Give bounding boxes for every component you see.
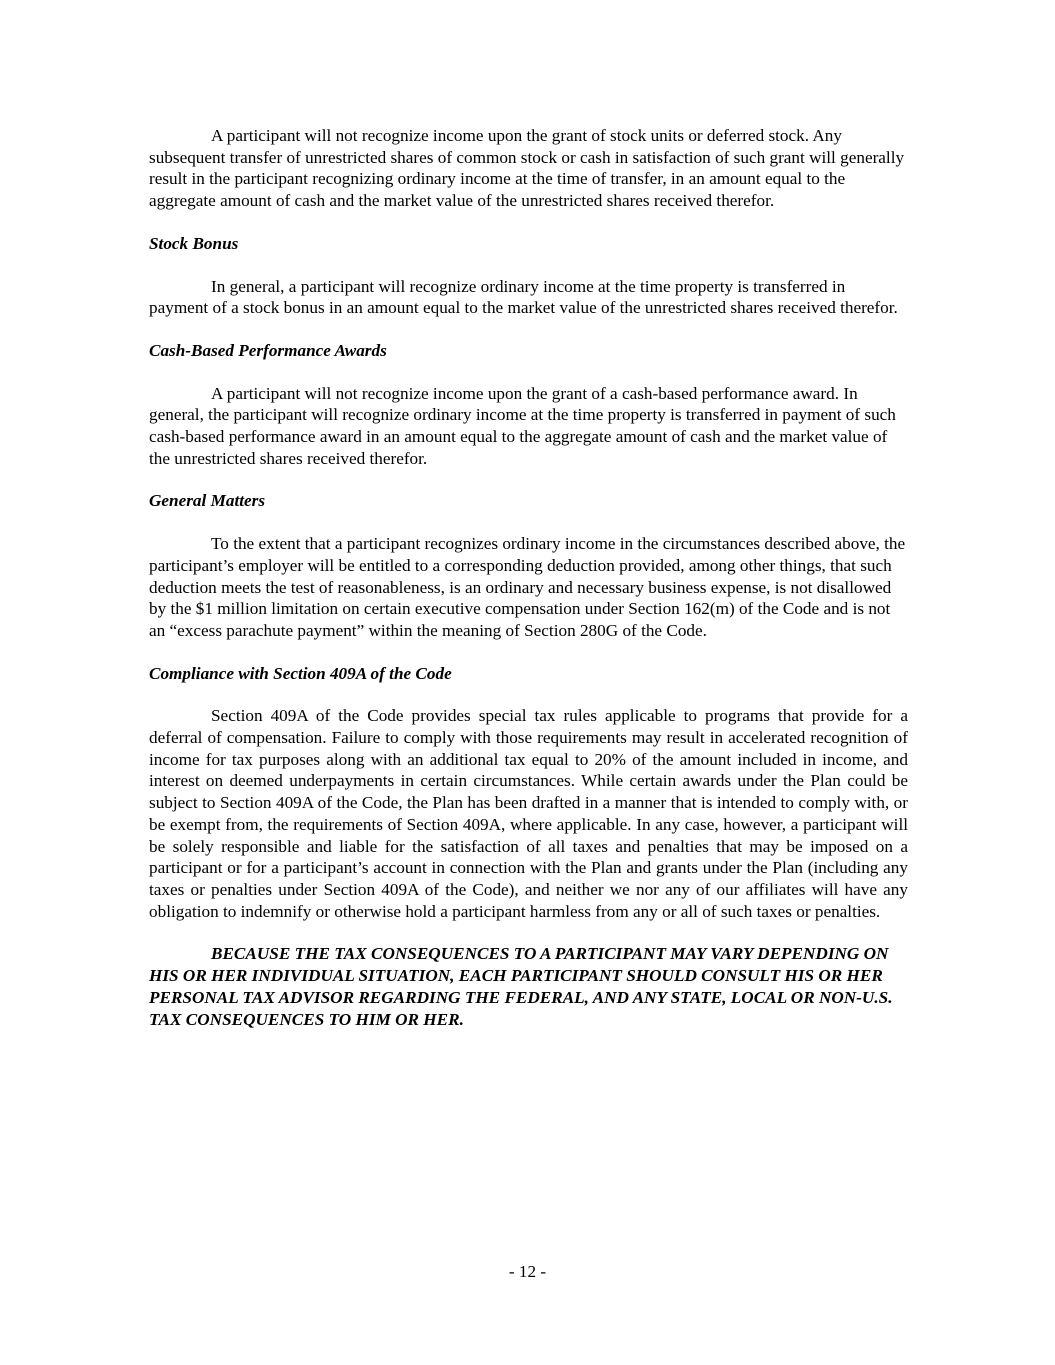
general-matters-heading: General Matters	[149, 491, 266, 511]
cash-based-paragraph: A participant will not recognize income upon the grant of a cash-based performance award. In general, the participant will recognize ordinary income at the time property is transferred in payment of such cash-based performance award in an amount equal to the aggregate amount of cash and the market value of the unrestricted shares received therefor.	[149, 383, 896, 468]
stock-bonus-paragraph: In general, a participant will recognize ordinary income at the time property is transferred in payment of a stock bonus in an amount equal to the market value of the unrestricted shares received therefor.	[149, 276, 898, 318]
intro-paragraph: A participant will not recognize income upon the grant of stock units or deferred stock. Any subsequent transfer of unrestricted shares of common stock or cash in satisfaction of such grant will generally result in the participant recognizing ordinary income at the time of transfer, in an amount equal to the aggregate amount of cash and the market value of the unrestricted shares received therefor.	[149, 126, 905, 211]
section-409a-paragraph: Section 409A of the Code provides special tax rules applicable to programs that provide for a deferral of compensation. Failure to comply with those requirements may result in accelerated recognition of income for tax purposes along with an additional tax equal to 20% of the amount included in income, and interest on deemed underpayments in certain circumstances. While certain awards under the Plan could be subject to Section 409A of the Code, the Plan has been drafted in a manner that is intended to comply with, or be exempt from, the requirements of Section 409A, where applicable. In any case, however, a participant will be solely responsible and liable for the satisfaction of all taxes and penalties that may be imposed on a participant or for a participant’s account in connection with the Plan and grants under the Plan (including any taxes or penalties under Section 409A of the Code), and neither we nor any of our affiliates will have any obligation to indemnify or otherwise hold a participant harmless from any or all of such taxes or penalties.	[149, 706, 908, 921]
cash-based-heading: Cash-Based Performance Awards	[149, 340, 387, 360]
section-409a-heading: Compliance with Section 409A of the Code	[149, 663, 452, 683]
document-page	[149, 125, 908, 1030]
general-matters-paragraph: To the extent that a participant recognizes ordinary income in the circumstances described above, the participant’s employer will be entitled to a corresponding deduction provided, among other things, that such deduction meets the test of reasonableness, is an ordinary and necessary business expense, is not disallowed by the $1 million limitation on certain executive compensation under Section 162(m) of the Code and is not an “excess parachute payment” within the meaning of Section 280G of the Code.	[149, 534, 906, 640]
page-number: - 12 -	[508, 1262, 547, 1281]
stock-bonus-heading: Stock Bonus	[149, 233, 239, 253]
tax-warning-paragraph: BECAUSE THE TAX CONSEQUENCES TO A PARTICIPANT MAY VARY DEPENDING ON HIS OR HER INDIVIDUAL SITUATION, EACH PARTICIPANT SHOULD CONSULT HIS OR HER PERSONAL TAX ADVISOR REGARDING THE FEDERAL, AND ANY STATE, LOCAL OR NON-U.S. TAX CONSEQUENCES TO HIM OR HER.	[149, 944, 893, 1029]
